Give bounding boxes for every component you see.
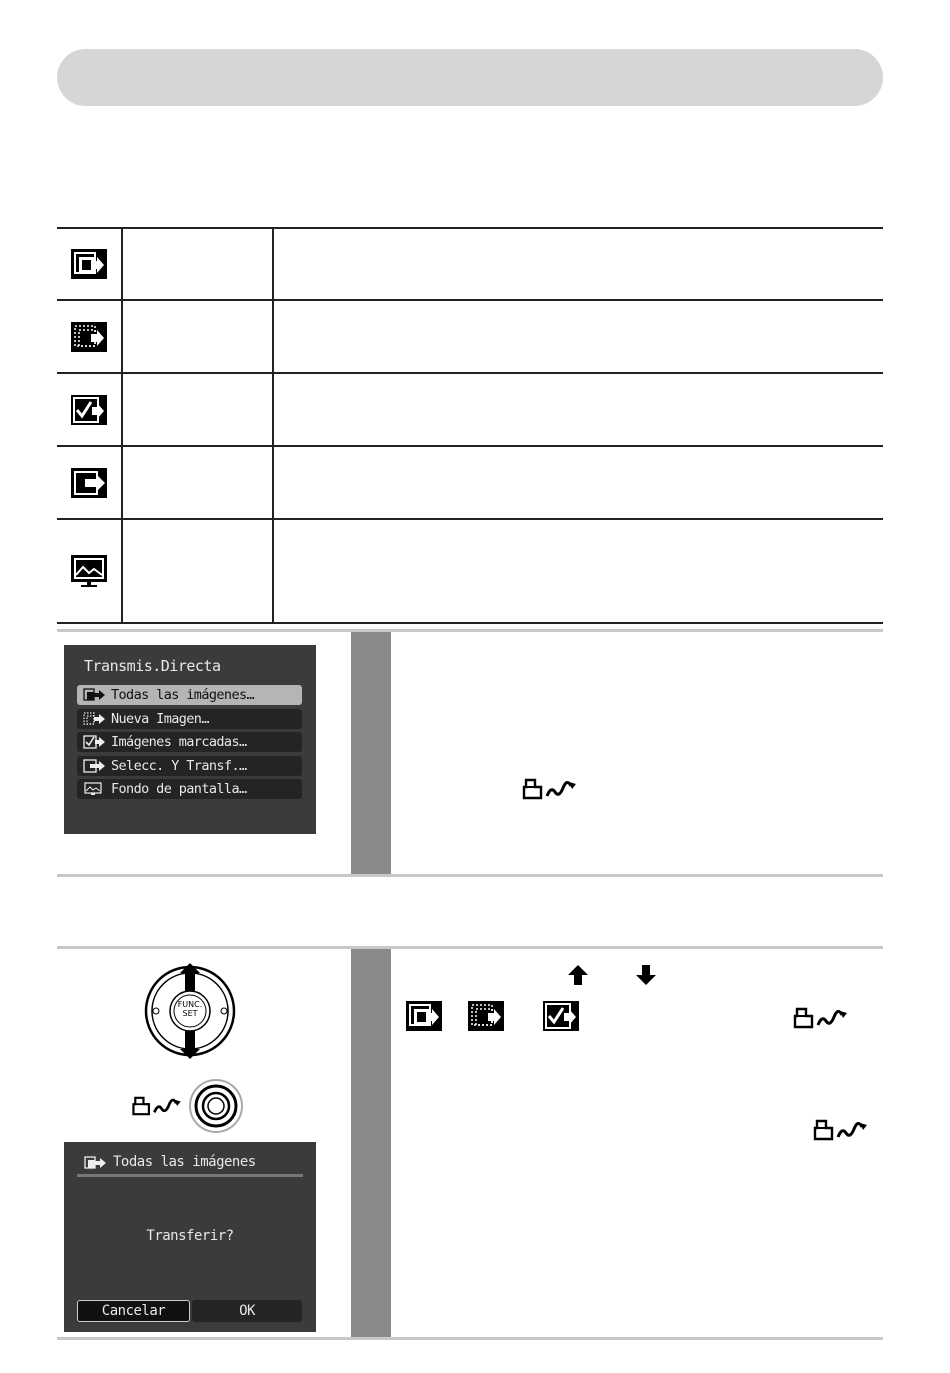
transfer-marked-icon: [83, 735, 107, 749]
print-share-button[interactable]: [188, 1078, 244, 1138]
menu-item-label: Imágenes marcadas…: [111, 734, 247, 750]
arrow-down-icon: [635, 964, 657, 990]
screen-title: Transmis.Directa: [84, 657, 221, 675]
menu-item-all-images[interactable]: [77, 685, 302, 705]
transfer-marked-icon: [543, 1001, 579, 1035]
mode-name: [121, 229, 274, 299]
transfer-new-icon: [83, 712, 107, 726]
transfer-all-icon: [84, 1155, 108, 1169]
select-transfer-icon: [57, 447, 123, 518]
step-number-band: [351, 632, 391, 874]
menu-item-label: Selecc. Y Transf.…: [111, 758, 247, 774]
section-title-bar: [57, 49, 883, 106]
mode-name: [121, 374, 274, 445]
title-underline: [77, 1174, 303, 1177]
step-divider: [57, 874, 883, 877]
ok-button[interactable]: OK: [192, 1300, 302, 1322]
print-share-icon: [131, 1096, 185, 1120]
confirm-prompt: Transferir?: [146, 1228, 234, 1244]
menu-item-select-transfer[interactable]: [77, 756, 302, 776]
select-transfer-icon: [83, 759, 107, 773]
wallpaper-icon: [83, 782, 107, 796]
menu-item-marked-images[interactable]: [77, 732, 302, 752]
step-divider: [57, 629, 883, 632]
step-divider: [57, 1337, 883, 1340]
camera-screen-confirm: [64, 1142, 316, 1332]
transfer-new-icon: [57, 301, 123, 372]
menu-item-wallpaper[interactable]: [77, 779, 302, 799]
mode-description: [274, 447, 883, 518]
transfer-new-icon: [468, 1001, 504, 1035]
transfer-all-icon: [406, 1001, 442, 1035]
table-row: [57, 372, 883, 445]
print-share-icon: [522, 778, 580, 804]
transfer-all-icon: [57, 229, 123, 299]
mode-description: [274, 520, 883, 622]
step-number-band: [351, 949, 391, 1337]
menu-item-label: Fondo de pantalla…: [111, 781, 247, 797]
step-divider: [57, 946, 883, 949]
camera-screen-menu: [64, 645, 316, 834]
mode-name: [121, 447, 274, 518]
table-row: [57, 299, 883, 372]
cancel-button[interactable]: Cancelar: [77, 1300, 190, 1322]
mode-name: [121, 520, 274, 622]
mode-description: [274, 229, 883, 299]
menu-item-label: Todas las imágenes…: [111, 687, 255, 703]
menu-item-label: Nueva Imagen…: [111, 711, 209, 727]
print-share-icon: [793, 1007, 851, 1033]
transfer-mode-table: [57, 227, 883, 624]
mode-name: [121, 301, 274, 372]
func-set-label: FUNC. SET: [177, 1000, 203, 1018]
wallpaper-icon: [57, 520, 123, 622]
table-row: [57, 518, 883, 624]
arrow-up-icon: [567, 964, 589, 990]
transfer-marked-icon: [57, 374, 123, 445]
table-row: [57, 445, 883, 518]
table-row: [57, 227, 883, 299]
transfer-all-icon: [83, 688, 107, 702]
mode-description: [274, 374, 883, 445]
mode-description: [274, 301, 883, 372]
print-share-icon: [813, 1119, 871, 1145]
screen-title: Todas las imágenes: [113, 1154, 256, 1170]
menu-item-new-image[interactable]: [77, 709, 302, 729]
